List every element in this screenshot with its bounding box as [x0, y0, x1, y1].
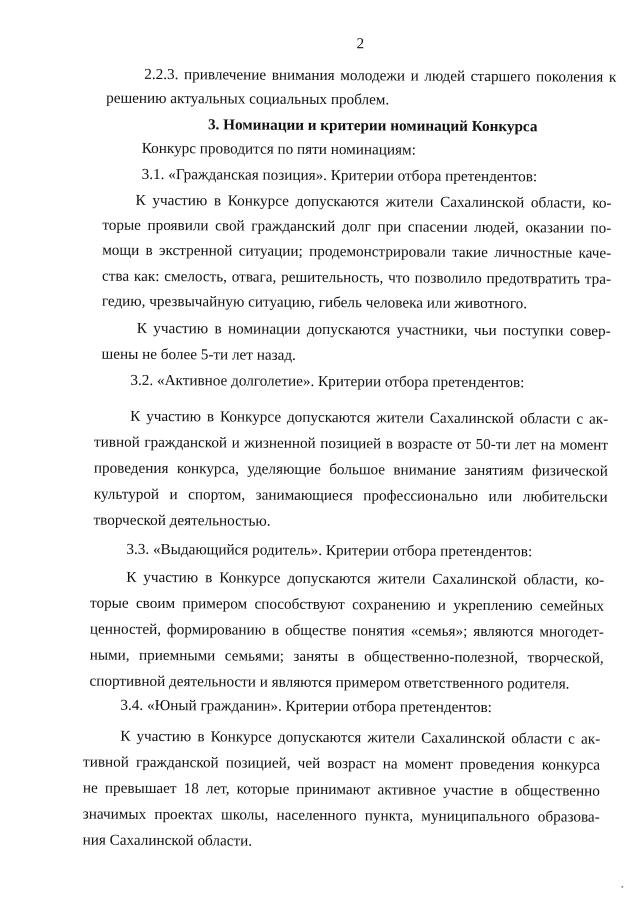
- scan-speck: [621, 886, 623, 888]
- text-line: проведения конкурса, уделяющие большое внимание занятиям физической: [93, 459, 608, 480]
- nomination-heading: 3.1. «Гражданская позиция». Критерии отбора претендентов:: [141, 165, 538, 186]
- text-line: шены не более 5-ти лет назад.: [101, 345, 296, 364]
- page-number: 2: [356, 35, 365, 53]
- text-line: ными, приемными семьями; заняты в общественно-полезной, творческой,: [89, 646, 604, 667]
- text-line: К участию в Конкурсе допускаются жители Сахалинской области, ко-: [135, 191, 612, 212]
- text-line: ценностей, формированию в обществе понятия «семья»; являются многодет-: [89, 620, 604, 641]
- section-heading: 3. Номинации и критерии номинаций Конкурса: [207, 116, 538, 136]
- text-line: К участию в Конкурсе допускаются жители Сахалинской области с ак-: [120, 727, 601, 748]
- text-line: гедию, чрезвычайную ситуацию, гибель человека или животного.: [101, 292, 528, 313]
- text-line: культурой и спортом, занимающиеся профессионально или любительски: [93, 485, 608, 506]
- text-line: ства как: смелость, отвага, решительность, что позволило предотвратить тра-: [102, 267, 612, 288]
- text-line: тивной гражданской позицией, чей возраст на момент проведения конкурса: [83, 753, 601, 774]
- nomination-heading: 3.2. «Активное долголетие». Критерии отбора претендентов:: [130, 371, 525, 392]
- text-line: К участию в номинации допускаются участники, чьи поступки совер-: [136, 319, 611, 340]
- text-line: К участию в Конкурсе допускаются жители Сахалинской области с ак-: [130, 407, 609, 428]
- text-line: торые своим примером способствуют сохранению и укреплению семейных: [90, 594, 605, 615]
- text-line: спортивной деятельности и являются примером ответственного родителя.: [89, 672, 570, 693]
- text-line: К участию в Конкурсе допускаются жители Сахалинской области, ко-: [126, 568, 605, 589]
- nomination-heading: 3.3. «Выдающийся родитель». Критерии отбора претендентов:: [126, 540, 533, 561]
- text-line: Конкурс проводится по пяти номинациям:: [141, 139, 416, 159]
- text-line: творческой деятельностью.: [93, 511, 271, 530]
- text-line: значимых проектах школы, населенного пункта, муниципального образова-: [82, 805, 600, 826]
- text-line: не превышает 18 лет, которые принимают активное участие в общественно: [82, 779, 600, 800]
- text-line: ния Сахалинской области.: [82, 831, 253, 850]
- text-line: решению актуальных социальных проблем.: [106, 89, 390, 109]
- text-line: мощи в экстренной ситуации; продемонстрировали такие личностные каче-: [102, 241, 612, 262]
- nomination-heading: 3.4. «Юный гражданин». Критерии отбора претендентов:: [120, 696, 492, 717]
- text-line: тивной гражданской и жизненной позицией в возрасте от 50-ти лет на момент: [93, 433, 609, 454]
- text-line: торые проявили свой гражданский долг при спасении людей, оказании по-: [102, 216, 612, 237]
- text-line: 2.2.3. привлечение внимания молодежи и людей старшего поколения к: [144, 65, 617, 86]
